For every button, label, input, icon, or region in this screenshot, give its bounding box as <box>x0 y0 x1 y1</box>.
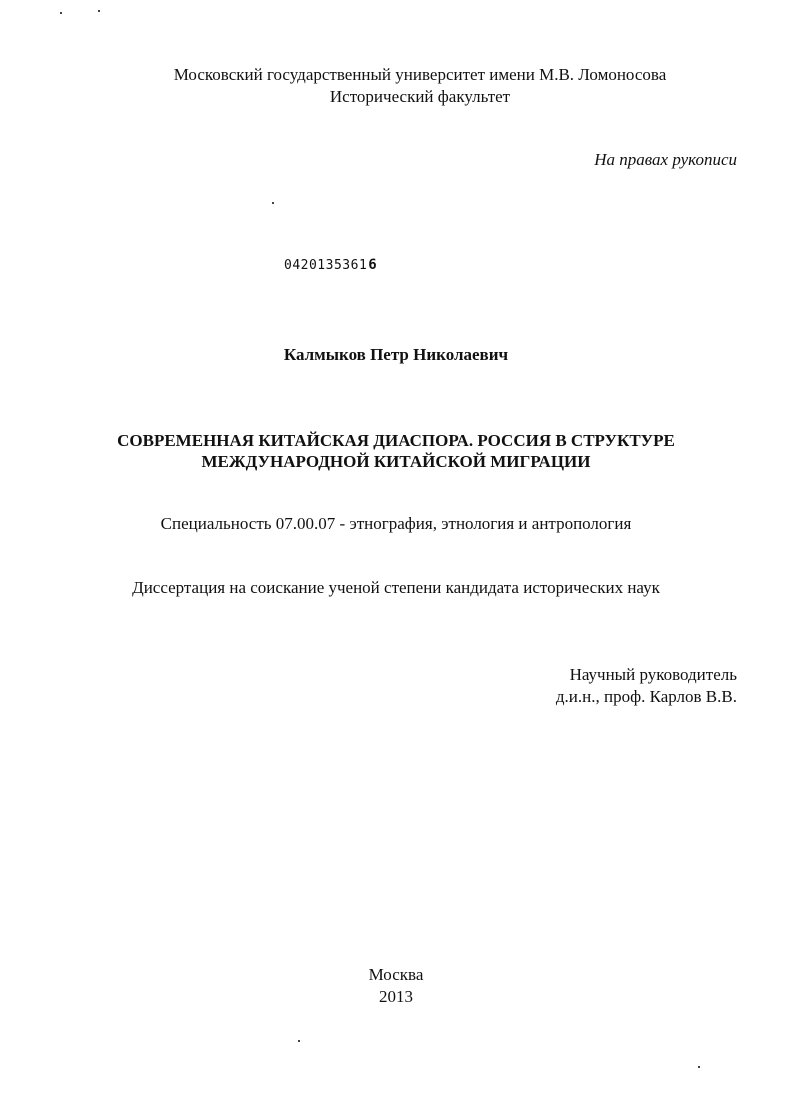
advisor-name: д.и.н., проф. Карлов В.В. <box>555 687 737 706</box>
library-code <box>284 257 377 273</box>
specialty-line: Специальность 07.00.07 - этнография, этнология и антропология <box>160 514 632 533</box>
library-code-digits: 0420135361 <box>284 258 368 273</box>
year: 2013 <box>379 987 413 1006</box>
author-name: Калмыков Петр Николаевич <box>283 345 509 364</box>
thesis-type: Диссертация на соискание ученой степени кандидата исторических наук <box>132 578 660 597</box>
advisor-block <box>556 664 737 708</box>
scan-speck <box>60 12 62 14</box>
place-and-year <box>0 964 792 1008</box>
scan-speck <box>272 202 274 204</box>
scan-speck <box>298 1040 300 1042</box>
city: Москва <box>368 965 424 984</box>
manuscript-note: На правах рукописи <box>594 150 737 169</box>
scan-speck <box>698 1066 700 1068</box>
advisor-label: Научный руководитель <box>569 665 737 684</box>
title-line-1: СОВРЕМЕННАЯ КИТАЙСКАЯ ДИАСПОРА. РОССИЯ В СТРУКТУРЕ <box>117 431 675 450</box>
scan-speck <box>98 10 100 12</box>
university-name: Московский государственный университет имени М.В. Ломоносова <box>173 65 667 84</box>
dissertation-title <box>0 430 792 472</box>
library-code-last-digit: 6 <box>368 257 378 273</box>
title-line-2: МЕЖДУНАРОДНОЙ КИТАЙСКОЙ МИГРАЦИИ <box>201 452 591 471</box>
faculty-name: Исторический факультет <box>329 87 511 106</box>
university-header <box>50 64 790 108</box>
